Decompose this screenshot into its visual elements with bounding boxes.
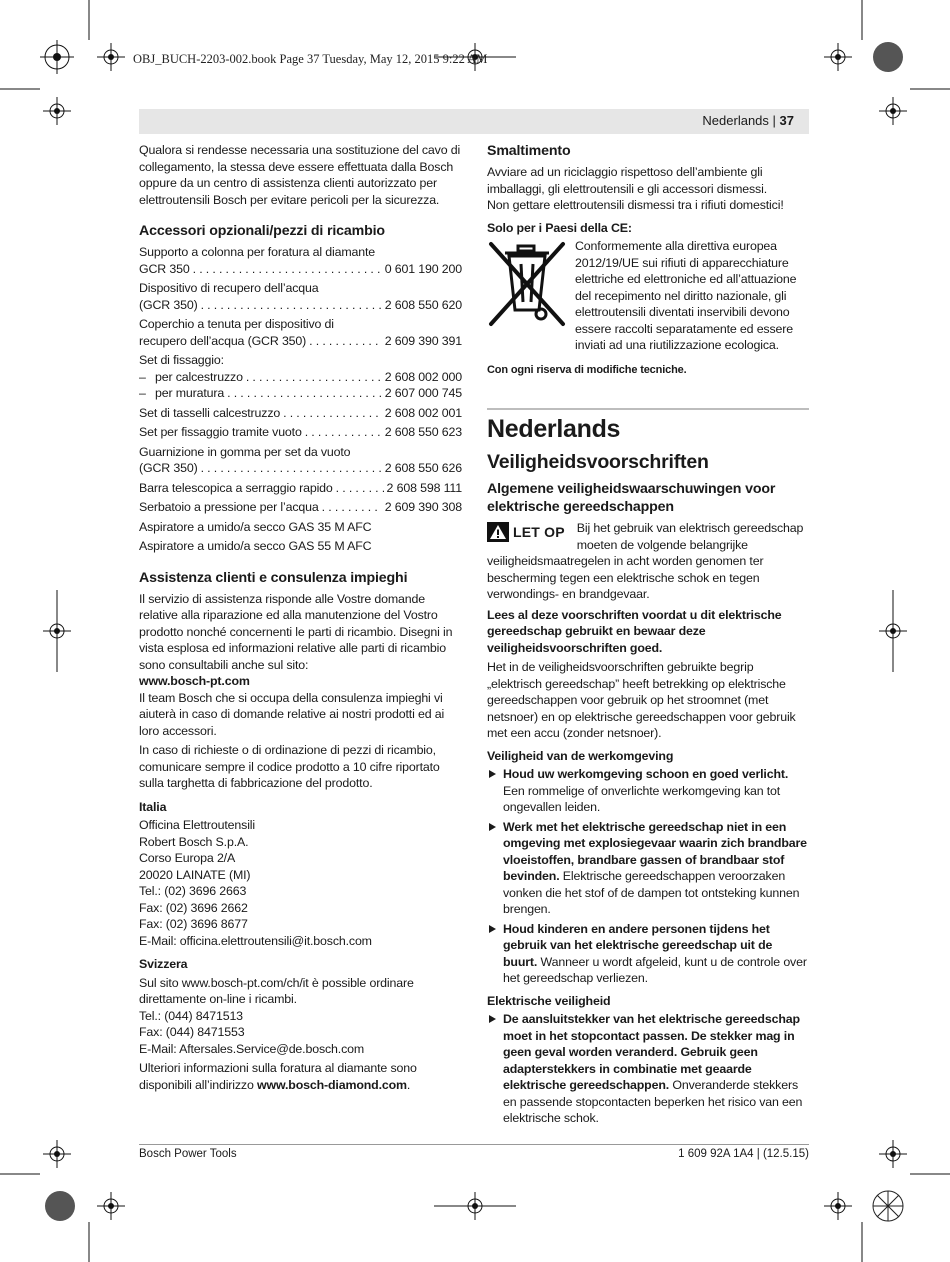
address-line: Officina Elettroutensili (139, 818, 256, 832)
general-warnings-heading: Algemene veiligheidswaarschuwingen voor elektrische gereedschappen (487, 481, 776, 515)
svizzera-text: Sul sito www.bosch-pt.com/ch/it è possible ordinare direttamente on-line i ricambi. (139, 975, 414, 1006)
part-number: 2 607 000 745 (384, 386, 462, 400)
email-line: E-Mail: Aftersales.Service@de.bosch.com (139, 1041, 365, 1056)
ce-heading: Solo per i Paesi della CE: (487, 220, 632, 235)
right-column (487, 142, 809, 1130)
accessory-item (139, 444, 462, 477)
spare-parts-text: In caso di richieste o di ordinazione di pezzi di ricambio, comunicare sempre il codice prodotto a 10 cifre riportato sulla targhetta di fabbricazione del prodotto. (139, 743, 440, 790)
application-advice-text: Il team Bosch che si occupa della consulenza impieghi vi aiuterà in caso di domande relative ai nostri prodotti ed ai loro accessori. (139, 690, 445, 738)
phone-line: Tel.: (02) 3696 2663 (139, 884, 247, 898)
service-heading: Assistenza clienti e consulenza impieghi (139, 569, 408, 586)
accessory-model: (GCR 350) (139, 461, 198, 475)
accessory-name: Set di tasselli calcestruzzo (139, 405, 281, 420)
part-number: 2 608 598 111 (386, 480, 462, 495)
dash-mark: – (139, 369, 146, 384)
read-instructions-text: Lees al deze voorschriften voordat u dit elektrische gereedschap gebruikt en bewaar deze veiligheidsvoorschriften goed. (487, 607, 782, 655)
accessory-item (139, 352, 462, 402)
safety-title: Veiligheidsvoorschriften (487, 451, 709, 473)
warning-icon (487, 522, 509, 542)
accessory-item: Aspiratore a umido/a secco GAS 55 M AFC (139, 539, 372, 553)
cable-replacement-text: Qualora si rendesse necessaria una sostituzione del cavo di collegamento, la stessa deve essere effettuata dalla Bosch oppure da un centro di assistenza clienti autorizzato per elettroutensili Bosch per evitare pericoli per la sicurezza. (139, 143, 461, 207)
accessory-item (139, 424, 462, 441)
address-line: 20020 LAINATE (MI) (139, 867, 251, 882)
accessory-item (139, 405, 462, 422)
service-url[interactable]: www.bosch-pt.com (139, 674, 250, 688)
accessory-model: GCR 350 (139, 261, 190, 276)
svizzera-info (139, 975, 462, 1058)
accessory-name: Serbatoio a pressione per l’acqua (139, 500, 319, 514)
phone-line: Tel.: (044) 8471513 (139, 1008, 243, 1023)
accessory-item (139, 499, 462, 516)
bullet-arrow-icon (489, 823, 496, 831)
part-number: 2 609 390 391 (384, 333, 462, 348)
header-text (702, 113, 809, 128)
accessories-heading: Accessori opzionali/pezzi di ricambio (139, 223, 385, 239)
left-column (139, 142, 462, 1096)
part-number: 2 608 550 626 (384, 461, 462, 475)
accessory-name: Supporto a colonna per foratura al diamante (139, 245, 376, 259)
header-sep: | (768, 113, 780, 128)
fax-line: Fax: (02) 3696 2662 (139, 900, 248, 915)
part-number: 2 608 002 000 (384, 369, 462, 384)
print-info: OBJ_BUCH-2203-002.book Page 37 Tuesday, May 12, 2015 9:22 AM (133, 52, 488, 66)
accessory-name: Set per fissaggio tramite vuoto (139, 425, 302, 439)
page-header (139, 109, 809, 134)
email-line: E-Mail: officina.elettroutensili@it.bosch.com (139, 933, 372, 948)
italia-heading: Italia (139, 799, 167, 814)
accessory-name: Guarnizione in gomma per set da vuoto (139, 444, 351, 459)
service-text: Il servizio di assistenza risponde alle Vostre domande relative alla riparazione ed alla manutenzione del Vostro prodotto nonché concernenti le parti di ricambio. Disegni in vista esplosa ed informazioni relative alle parti di ricambio sono consultabili anche sul sito: (139, 591, 453, 672)
address-line: Corso Europa 2/A (139, 851, 236, 865)
weee-text: Conformemente alla direttiva europea 2012/19/UE sui rifiuti di apparecchiature elettriche ed elettroniche ed all’attuazione del recepimento nel diritto nazionale, gli elettroutensili diventati inservibili devono essere raccolti separatamente ed essere inviati ad una riutilizzazione ecologica. (575, 239, 797, 352)
part-number: 2 608 550 623 (384, 425, 462, 439)
bullet-arrow-icon (489, 770, 496, 778)
disposal-text: Avviare ad un riciclaggio rispettoso dell’ambiente gli imballaggi, gli elettroutensili e gli accessori dismessi. (487, 165, 767, 196)
warning-label (487, 522, 565, 542)
accessory-model: recupero dell’acqua (GCR 350) (139, 333, 307, 348)
header-section: Nederlands (702, 113, 769, 128)
safety-bullet: De aansluitstekker van het elektrische gereedschap moet in het stopcontact passen. De stekker mag in geen geval worden veranderd. Gebruik geen adapterstekkers in combinatie met geaarde elektrische gereedschappen. Onveranderde stekkers en passende stopcontacten beperken het risico van een elektrische schok. (487, 1011, 809, 1127)
footer-doc-number: 1 609 92A 1A4 | (12.5.15) (678, 1148, 809, 1160)
safety-bullet: Houd uw werkomgeving schoon en goed verlicht. Een rommelige of onverlichte werkomgeving kan tot ongevallen leiden. (487, 766, 809, 816)
dash-mark: – (139, 386, 146, 400)
accessory-name: Dispositivo di recupero dell’acqua (139, 281, 319, 295)
accessory-item (139, 244, 462, 277)
accessory-item: Aspiratore a umido/a secco GAS 35 M AFC (139, 519, 372, 534)
crossed-bin-icon (487, 238, 569, 330)
safety-bullet: Houd kinderen en andere personen tijdens het gebruik van het elektrische gereedschap uit de buurt. Wanneer u wordt afgeleid, kunt u de controle over het gereedschap verliezen. (487, 921, 809, 987)
fax-line: Fax: (044) 8471553 (139, 1025, 245, 1039)
section-divider (487, 408, 809, 410)
warning-text-label: LET OP (513, 523, 565, 540)
warning-paragraph (487, 520, 809, 603)
bullet-arrow-icon (489, 925, 496, 933)
address-line: Robert Bosch S.p.A. (139, 834, 249, 849)
language-title: Nederlands (487, 415, 621, 443)
accessory-item (139, 480, 462, 497)
svizzera-heading: Svizzera (139, 957, 188, 971)
warning-text: Bij het gebruik van elektrisch gereedschap moeten de volgende belangrijke veiligheidsmaatregelen in acht worden genomen ter bescherming tegen een elektrische schok en tegen verwondings- en brandgevaar. (487, 521, 804, 601)
accessory-subitem: per calcestruzzo (155, 369, 243, 384)
work-area-heading: Veiligheid van de werkomgeving (487, 748, 674, 763)
footer-brand: Bosch Power Tools (139, 1148, 237, 1160)
part-number: 0 601 190 200 (384, 261, 462, 276)
footer-divider (139, 1144, 809, 1145)
safety-bullet: Werk met het elektrische gereedschap niet in een omgeving met explosiegevaar waarin zich brandbare vloeistoffen, brandbare gassen of brandbaar stof bevinden. Elektrische gereedschappen veroorzaken vonken die het stof of de dampen tot ontsteking kunnen brengen. (487, 819, 809, 918)
accessory-item (139, 280, 462, 313)
accessory-name: Set di fissaggio: (139, 353, 224, 367)
accessory-name: Barra telescopica a serraggio rapido (139, 480, 333, 495)
part-number: 2 608 002 001 (384, 405, 462, 420)
disposal-warning: Non gettare elettroutensili dismessi tra i rifiuti domestici! (487, 198, 784, 212)
italia-address (139, 817, 462, 949)
fax-line: Fax: (02) 3696 8677 (139, 917, 248, 931)
page-number: 37 (779, 113, 794, 128)
part-number: 2 609 390 308 (384, 500, 462, 514)
accessory-item (139, 316, 462, 349)
bullet-arrow-icon (489, 1015, 496, 1023)
reserve-text: Con ogni riserva di modifiche tecniche. (487, 363, 687, 376)
diamond-info-text: Ulteriori informazioni sulla foratura al diamante sono disponibili all’indirizzo www.bosch-diamond.com. (139, 1061, 417, 1092)
part-number: 2 608 550 620 (384, 297, 462, 312)
accessories-list (139, 244, 462, 555)
electrical-safety-heading: Elektrische veiligheid (487, 993, 611, 1008)
accessory-subitem: per muratura (155, 386, 225, 400)
accessory-name: Coperchio a tenuta per dispositivo di (139, 317, 334, 331)
disposal-heading: Smaltimento (487, 143, 571, 159)
diamond-url[interactable]: www.bosch-diamond.com (257, 1077, 407, 1092)
term-definition-text: Het in de veiligheidsvoorschriften gebruikte begrip „elektrisch gereedschap” heeft betrekking op elektrische gereedschappen voor gebruik op het stroomnet (met netsnoer) en op elektrische gereedschappen voor gebruik met een accu (zonder netsnoer). (487, 660, 796, 740)
weee-block (487, 238, 809, 354)
accessory-model: (GCR 350) (139, 297, 198, 312)
